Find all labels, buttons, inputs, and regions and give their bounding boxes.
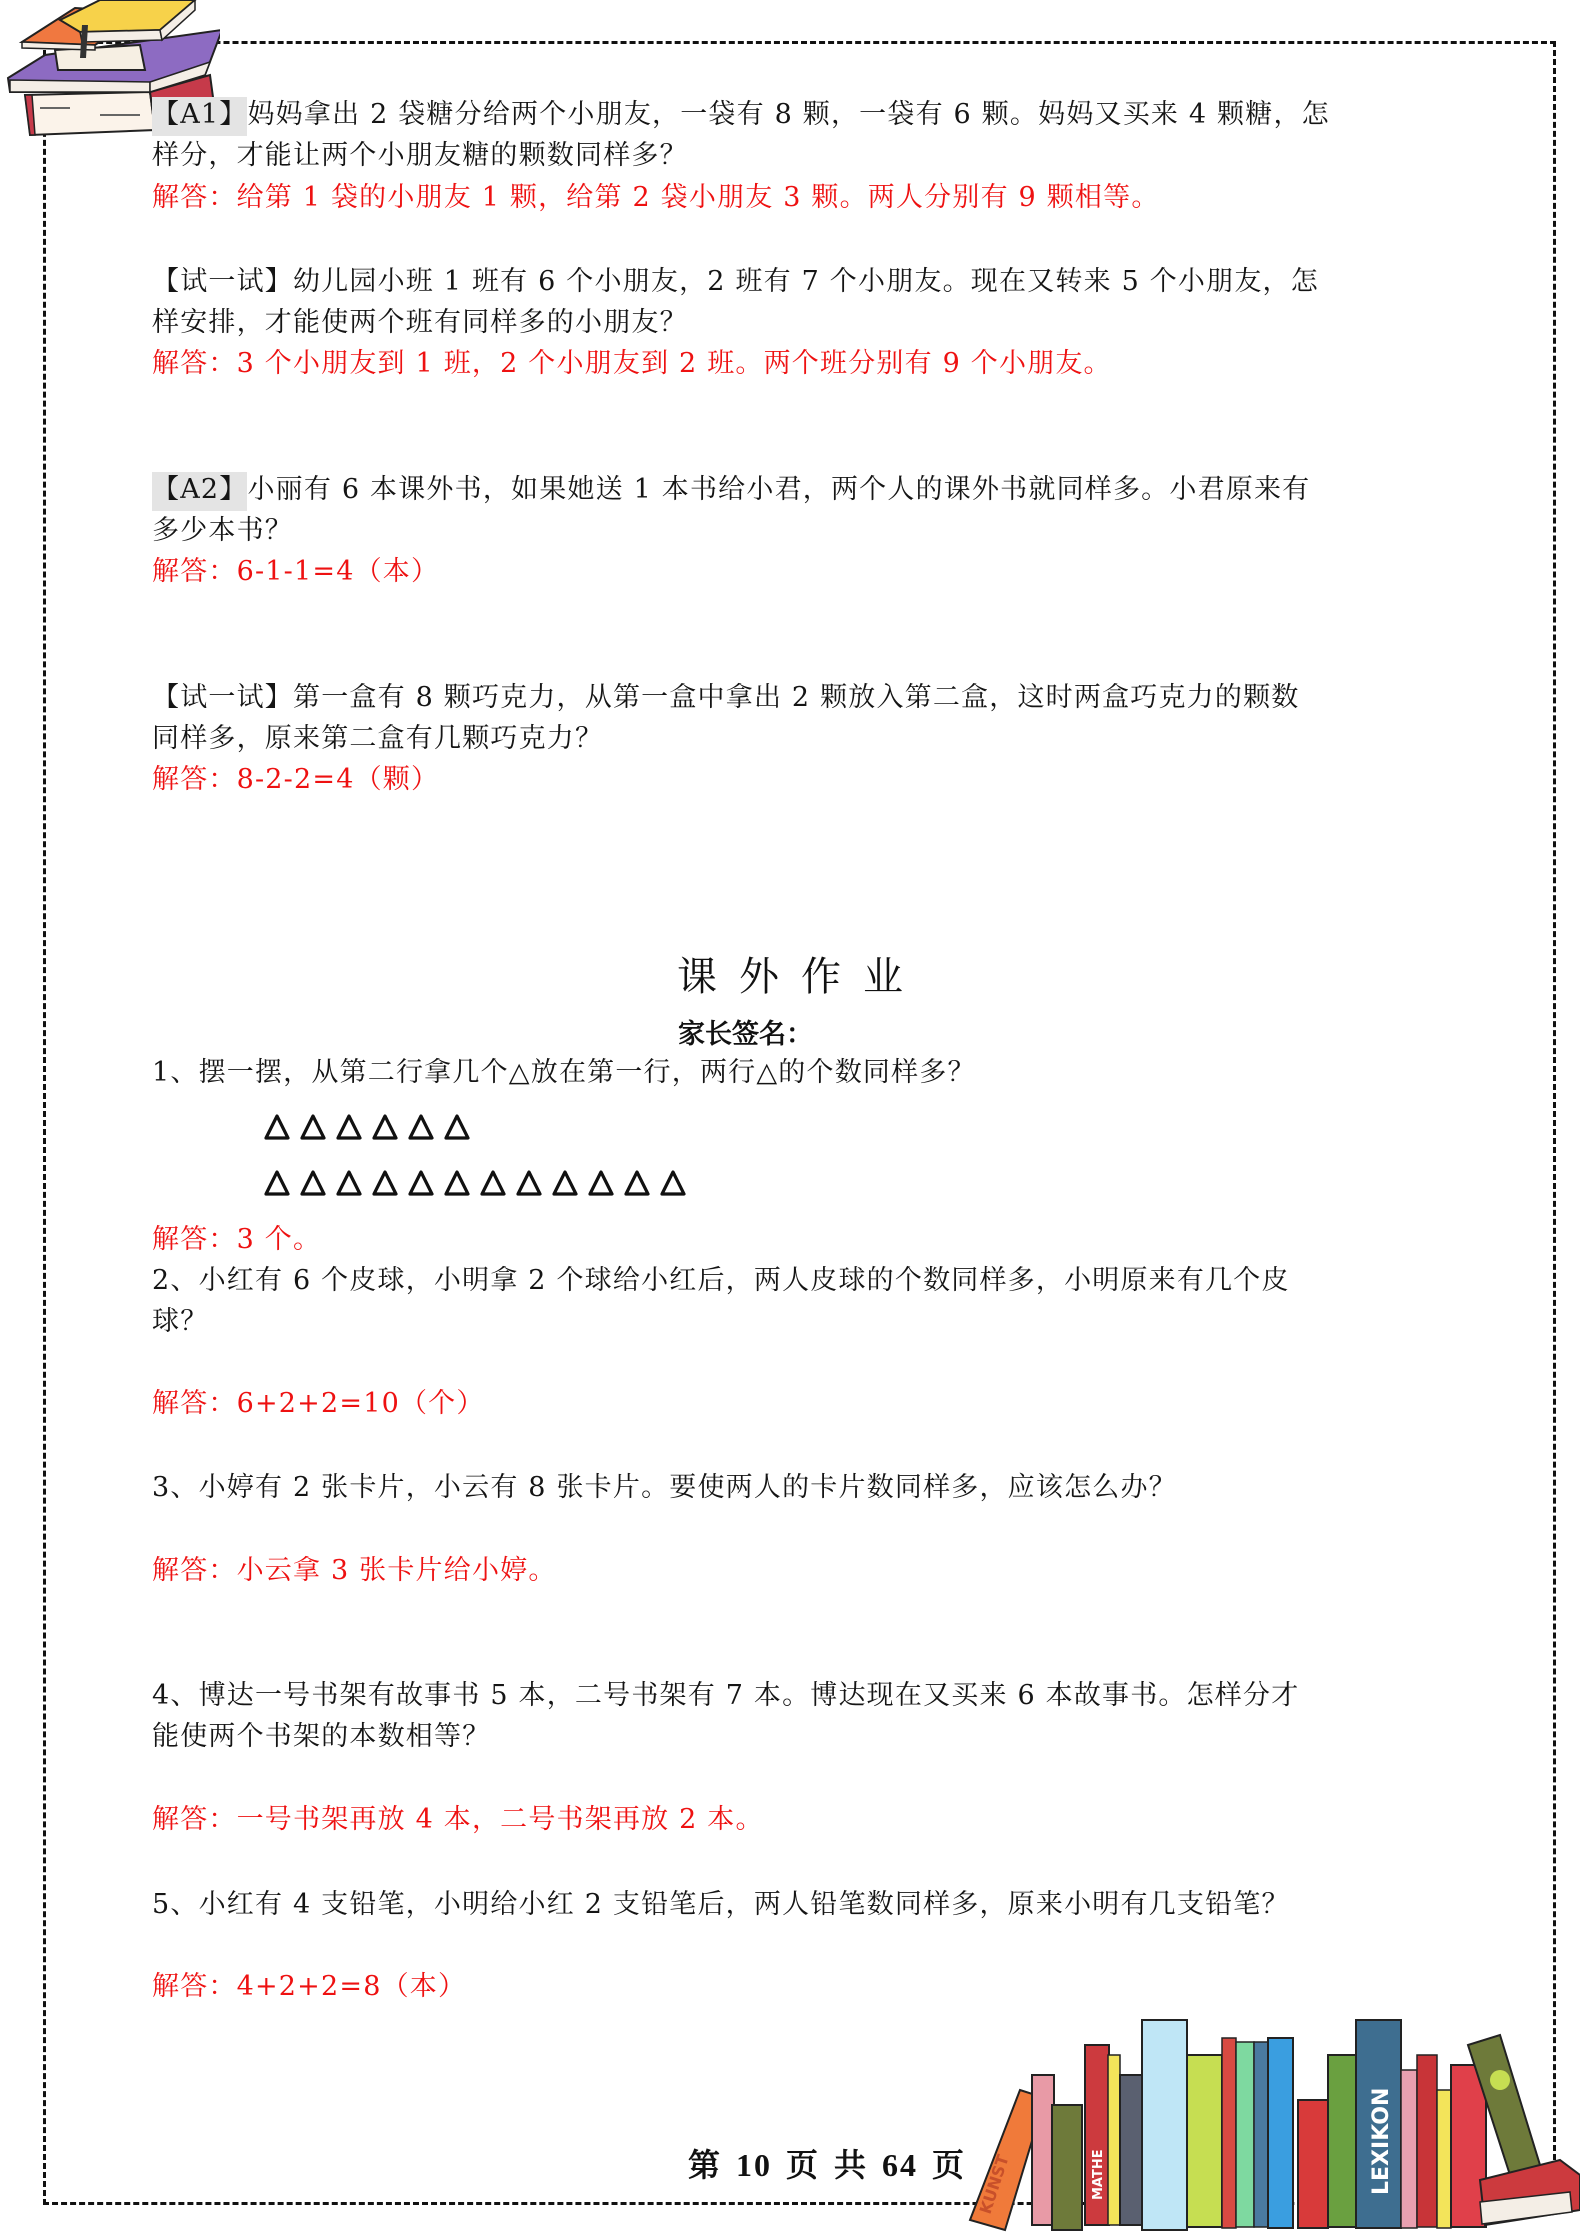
triangle-icon (408, 1114, 434, 1140)
homework-q3-answer: 解答：小云拿 3 张卡片给小婷。 (152, 1555, 557, 1586)
problem-tag: 【A1】 (152, 97, 247, 136)
triangle-row-2 (264, 1170, 686, 1196)
triangle-icon (264, 1170, 290, 1196)
problem-tag: 【试一试】 (152, 266, 293, 297)
problem-a2-line-2: 多少本书？ (152, 515, 293, 546)
problem-a1-line-1: 【A1】妈妈拿出 2 袋糖分给两个小朋友，一袋有 8 颗，一袋有 6 颗。妈妈又买来 4 颗糖，怎 (152, 94, 1330, 135)
homework-q2-line-2: 球？ (152, 1306, 209, 1337)
total-page-number: 64 (882, 2147, 919, 2183)
triangle-icon (624, 1170, 650, 1196)
homework-q4-line-1: 4、博达一号书架有故事书 5 本，二号书架有 7 本。博达现在又买来 6 本故事书。怎样分才 (152, 1680, 1300, 1711)
svg-text:MATHE: MATHE (1091, 2149, 1106, 2200)
triangle-icon (588, 1170, 614, 1196)
svg-text:KUNST: KUNST (975, 2152, 1013, 2217)
parent-signature-label: 家长签名： (678, 1019, 813, 1050)
triangle-row-1 (264, 1114, 470, 1140)
homework-q2-line-1: 2、小红有 6 个皮球，小明拿 2 个球给小红后，两人皮球的个数同样多，小明原来有几个皮 (152, 1265, 1290, 1296)
problem-try2-answer: 解答：8-2-2=4（颗） (152, 764, 440, 795)
homework-q4-answer: 解答：一号书架再放 4 本，二号书架再放 2 本。 (152, 1804, 764, 1835)
current-page-number: 10 (736, 2147, 773, 2183)
svg-text:LEXIKON: LEXIKON (1369, 2087, 1394, 2195)
homework-q2-answer: 解答：6+2+2=10（个） (152, 1388, 485, 1419)
problem-try1-line-1: 【试一试】幼儿园小班 1 班有 6 个小朋友，2 班有 7 个小朋友。现在又转来 5 个小朋友，怎 (152, 266, 1319, 297)
triangle-icon (480, 1170, 506, 1196)
problem-try1-line-2: 样安排，才能使两个班有同样多的小朋友？ (152, 307, 688, 338)
triangle-icon (336, 1114, 362, 1140)
problem-a1-line-2: 样分，才能让两个小朋友糖的颗数同样多？ (152, 140, 688, 171)
triangle-icon (300, 1114, 326, 1140)
bookshelf-books-icon (960, 1980, 1580, 2237)
footer-text: 共 (834, 2147, 869, 2183)
triangle-icon (264, 1114, 290, 1140)
homework-q4-line-2: 能使两个书架的本数相等？ (152, 1721, 491, 1752)
triangle-icon (444, 1114, 470, 1140)
footer-text: 页 (932, 2147, 967, 2183)
footer-text: 第 (688, 2147, 723, 2183)
homework-q3-line-1: 3、小婷有 2 张卡片，小云有 8 张卡片。要使两人的卡片数同样多，应该怎么办？ (152, 1472, 1177, 1503)
triangle-icon (300, 1170, 326, 1196)
triangle-icon (408, 1170, 434, 1196)
triangle-icon (372, 1114, 398, 1140)
problem-try1-answer: 解答：3 个小朋友到 1 班，2 个小朋友到 2 班。两个班分别有 9 个小朋友。 (152, 348, 1112, 379)
problem-a2-answer: 解答：6-1-1=4（本） (152, 556, 440, 587)
problem-try2-line-1: 【试一试】第一盒有 8 颗巧克力，从第一盒中拿出 2 颗放入第二盒，这时两盒巧克力的颗数 (152, 682, 1300, 713)
problem-tag: 【A2】 (152, 472, 247, 511)
problem-a2-line-1: 【A2】小丽有 6 本课外书，如果她送 1 本书给小君，两个人的课外书就同样多。小君原来有 (152, 469, 1310, 510)
triangle-icon (444, 1170, 470, 1196)
problem-try2-line-2: 同样多，原来第二盒有几颗巧克力？ (152, 723, 604, 754)
homework-q1-answer: 解答：3 个。 (152, 1224, 322, 1255)
page-number-footer (688, 2140, 980, 2186)
triangle-icon (516, 1170, 542, 1196)
homework-q5-answer: 解答：4+2+2=8（本） (152, 1971, 467, 2002)
homework-q1-line-1: 1、摆一摆，从第二行拿几个△放在第一行，两行△的个数同样多？ (152, 1057, 976, 1088)
triangle-icon (660, 1170, 686, 1196)
homework-title: 课外作业 (677, 954, 925, 1000)
problem-tag: 【试一试】 (152, 682, 293, 713)
triangle-icon (372, 1170, 398, 1196)
problem-a1-answer: 解答：给第 1 袋的小朋友 1 颗，给第 2 袋小朋友 3 颗。两人分别有 9 颗相等。 (152, 182, 1160, 213)
triangle-icon (336, 1170, 362, 1196)
footer-text: 页 (786, 2147, 821, 2183)
triangle-icon (552, 1170, 578, 1196)
homework-q5-line-1: 5、小红有 4 支铅笔，小明给小红 2 支铅笔后，两人铅笔数同样多，原来小明有几支铅笔？ (152, 1889, 1290, 1920)
